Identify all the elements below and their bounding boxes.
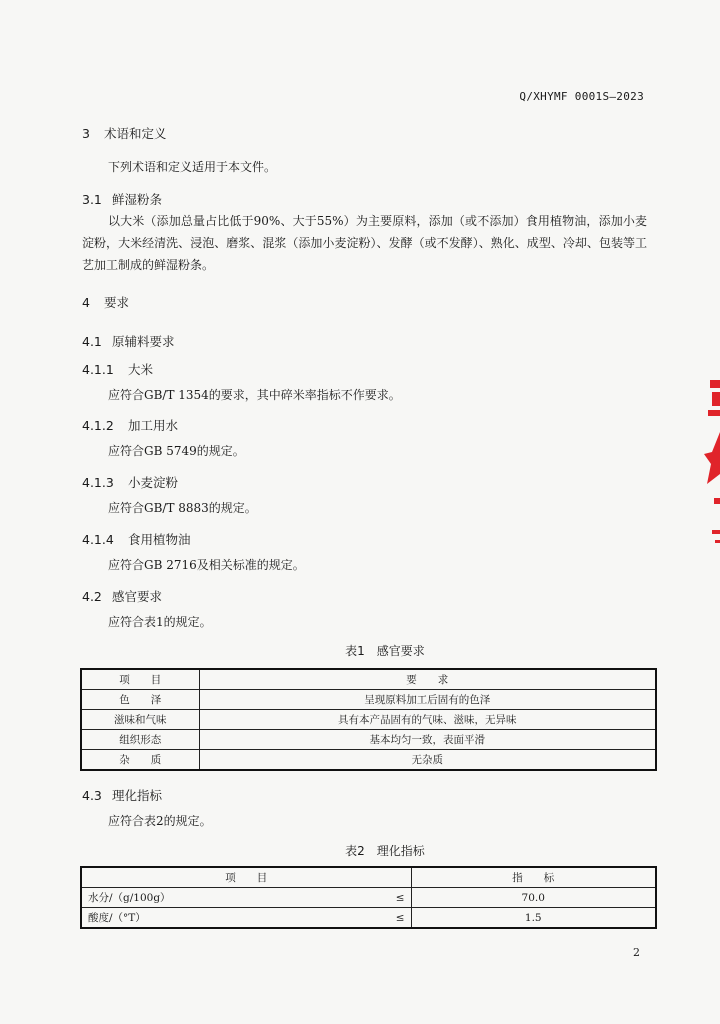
document-code: Q/XHYMF 0001S—2023 <box>519 90 644 103</box>
table-header-cell: 项 目 <box>81 867 411 888</box>
table-header-row <box>81 867 656 888</box>
section-4-1-4-text: 应符合GB 2716及相关标准的规定。 <box>108 558 305 572</box>
table-cell: 滋味和气味 <box>81 710 199 730</box>
table-row <box>81 888 656 908</box>
section-title: 大米 <box>128 362 154 377</box>
section-number: 4.1.4 <box>82 532 114 547</box>
section-number: 3 <box>82 126 90 141</box>
table-cell: ≤ <box>291 888 411 908</box>
table-2-caption: 表2 理化指标 <box>345 844 425 858</box>
section-4-1-3-text: 应符合GB/T 8883的规定。 <box>108 501 257 515</box>
table-header-cell: 要 求 <box>199 669 656 690</box>
table-cell: 色 泽 <box>81 690 199 710</box>
section-4-2-heading <box>82 587 162 605</box>
sensory-table <box>80 668 657 771</box>
section-4-2-text: 应符合表1的规定。 <box>108 615 212 629</box>
section-title: 原辅料要求 <box>112 334 175 349</box>
table-cell: 基本均匀一致，表面平滑 <box>199 730 656 750</box>
table-row <box>81 710 656 730</box>
table-cell: 呈现原料加工后固有的色泽 <box>199 690 656 710</box>
section-3-heading <box>82 124 167 142</box>
table-cell: 具有本产品固有的气味、滋味，无异味 <box>199 710 656 730</box>
table-cell: 杂 质 <box>81 750 199 771</box>
table-row <box>81 690 656 710</box>
section-number: 4.1.1 <box>82 362 114 377</box>
table-cell: 无杂质 <box>199 750 656 771</box>
section-number: 3.1 <box>82 192 102 207</box>
section-4-1-2-text: 应符合GB 5749的规定。 <box>108 444 245 458</box>
table-1-caption: 表1 感官要求 <box>345 644 425 658</box>
section-title: 感官要求 <box>112 589 163 604</box>
section-number: 4.1.2 <box>82 418 114 433</box>
section-title: 术语和定义 <box>104 126 167 141</box>
section-4-1-3-heading <box>82 473 178 491</box>
section-4-heading <box>82 293 129 311</box>
table-cell: 酸度/（°T） <box>81 908 291 929</box>
physicochemical-table <box>80 866 657 929</box>
table-cell: 70.0 <box>411 888 656 908</box>
section-4-1-1-heading <box>82 360 153 378</box>
seal-stamp-icon <box>704 380 720 550</box>
table-row <box>81 750 656 771</box>
table-cell: ≤ <box>291 908 411 929</box>
page-number: 2 <box>633 946 640 959</box>
section-number: 4.2 <box>82 589 102 604</box>
section-title: 小麦淀粉 <box>128 475 179 490</box>
section-number: 4.1 <box>82 334 102 349</box>
table-cell: 水分/（g/100g） <box>81 888 291 908</box>
table-row <box>81 908 656 929</box>
section-4-3-text: 应符合表2的规定。 <box>108 814 212 828</box>
section-number: 4.3 <box>82 788 102 803</box>
section-4-1-1-text: 应符合GB/T 1354的要求，其中碎米率指标不作要求。 <box>108 388 401 402</box>
table-row <box>81 730 656 750</box>
table-header-row <box>81 669 656 690</box>
section-title: 鲜湿粉条 <box>112 192 163 207</box>
section-4-1-4-heading <box>82 530 191 548</box>
definition-paragraph: 以大米（添加总量占比低于90%、大于55%）为主要原料，添加（或不添加）食用植物油，添加小麦淀粉，大米经清洗、浸泡、磨浆、混浆（添加小麦淀粉）、发酵（或不发酵）、熟化、成型、冷却、包装等工艺加工制成的鲜湿粉条。 <box>82 214 647 272</box>
section-title: 要求 <box>104 295 130 310</box>
section-title: 理化指标 <box>112 788 163 803</box>
section-3-1-heading <box>82 190 162 208</box>
section-title: 食用植物油 <box>128 532 191 547</box>
table-cell: 1.5 <box>411 908 656 929</box>
table-header-cell: 指 标 <box>411 867 656 888</box>
section-number: 4 <box>82 295 90 310</box>
section-4-3-heading <box>82 786 162 804</box>
section-title: 加工用水 <box>128 418 179 433</box>
section-4-1-2-heading <box>82 416 178 434</box>
section-3-intro: 下列术语和定义适用于本文件。 <box>108 160 277 174</box>
section-number: 4.1.3 <box>82 475 114 490</box>
table-cell: 组织形态 <box>81 730 199 750</box>
table-header-cell: 项 目 <box>81 669 199 690</box>
section-4-1-heading <box>82 332 175 350</box>
